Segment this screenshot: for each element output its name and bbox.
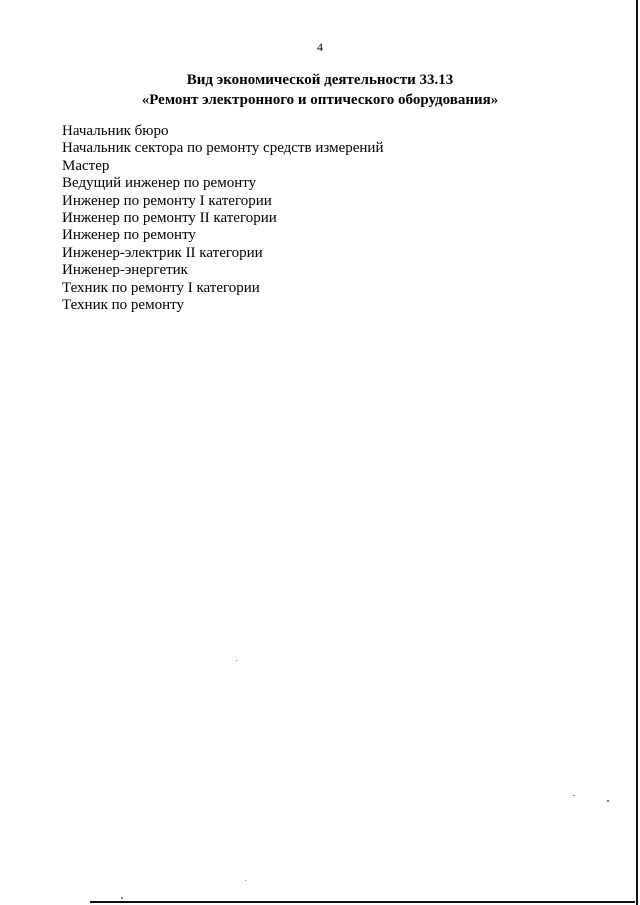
list-item: Начальник бюро [62, 123, 169, 139]
list-item: Инженер по ремонту II категории [62, 210, 277, 227]
heading-line-1: Вид экономической деятельности 33.13 [186, 72, 454, 88]
scan-speck [607, 800, 609, 802]
scan-speck [121, 897, 123, 899]
list-item: Инженер-электрик II категории [62, 244, 263, 261]
list-item: Начальник сектора по ремонту средств измерений [62, 140, 384, 157]
heading-line-2: «Ремонт электронного и оптического оборудования» [141, 92, 499, 108]
list-item: Мастер [62, 157, 110, 174]
list-item: Ведущий инженер по ремонту [62, 175, 257, 192]
list-item: Техник по ремонту I категории [62, 279, 260, 296]
scan-speck [573, 795, 575, 796]
scan-border-bottom [90, 901, 635, 903]
job-positions-list [62, 123, 602, 314]
list-item: Инженер по ремонту [62, 227, 196, 244]
page-number: 4 [317, 40, 323, 54]
scan-border-right [636, 0, 638, 905]
scan-speck [236, 660, 237, 661]
list-item: Техник по ремонту [62, 297, 184, 314]
list-item: Инженер-энергетик [62, 262, 188, 279]
section-heading [0, 70, 640, 110]
scan-speck [245, 880, 246, 881]
list-item: Инженер по ремонту I категории [62, 192, 272, 209]
